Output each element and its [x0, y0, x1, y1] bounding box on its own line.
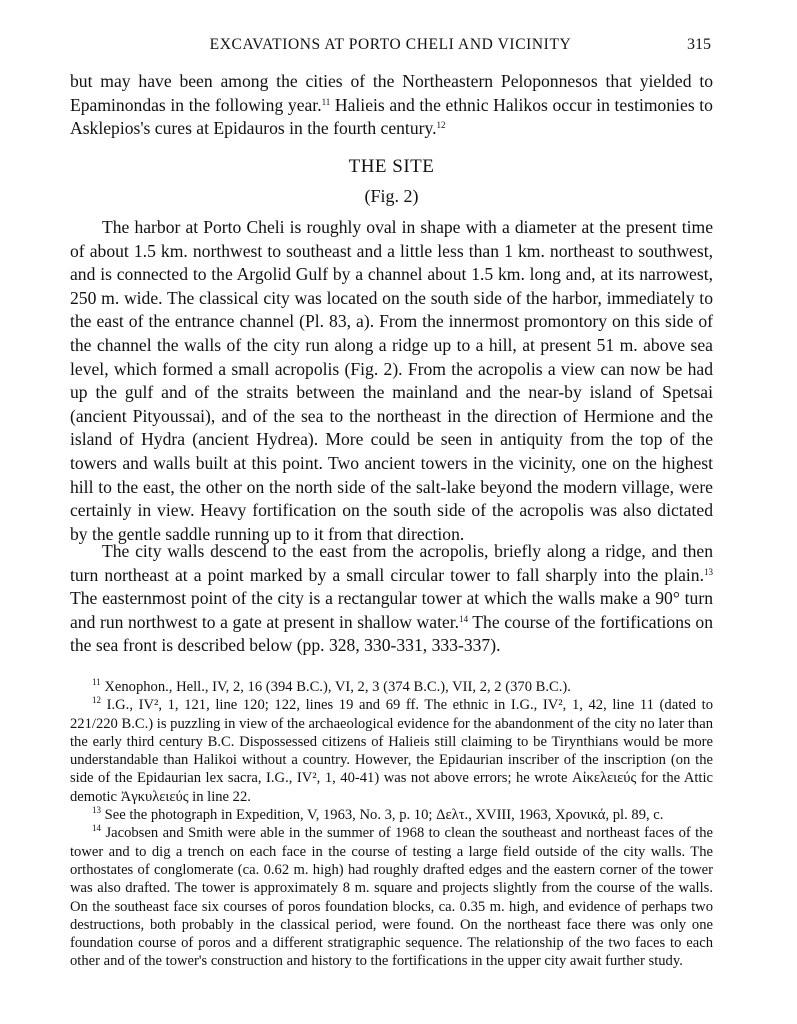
footnote-number: 13 — [92, 805, 101, 816]
section-title: THE SITE — [348, 156, 435, 177]
footnote-14 — [70, 824, 713, 970]
page-number: 315 — [687, 36, 711, 53]
footnote-number: 12 — [92, 695, 101, 706]
footnote-ref-13[interactable]: 13 — [704, 566, 713, 577]
footnotes — [70, 678, 713, 971]
footnote-12 — [70, 696, 713, 806]
running-head-title: EXCAVATIONS AT PORTO CHELI AND VICINITY — [209, 36, 572, 53]
footnote-number: 14 — [92, 823, 101, 834]
footnote-ref-11[interactable]: 11 — [321, 96, 331, 107]
footnote-text: Jacobsen and Smith were able in the summer of 1968 to clean the southeast and northeast faces of the tower and to dig a trench on each face in the course of testing a large field outside of the city walls. The orthostates of conglomerate (ca. 0.62 m. high) had roughly drafted edges and the eastern corner of the tower was also drafted. The tower is approximately 8 m. square and projects slightly from the course of the walls. On the southeast face six courses of poros foundation blocks, ca. 0.35 m. high, and evidence of perhaps two destructions, both probably in the classical period, were found. On the northeast face there was only one foundation course of poros and a different stratigraphic sequence. The relationship of the two faces to each other and of the tower's construction and history to the fortifications in the upper city await further study. — [70, 825, 713, 970]
paragraph-city-walls — [70, 540, 713, 658]
footnote-ref-12[interactable]: 12 — [436, 120, 446, 131]
footnote-text: Xenophon., Hell., IV, 2, 16 (394 B.C.), VI, 2, 3 (374 B.C.), VII, 2, 2 (370 B.C.). — [104, 679, 571, 695]
intro-text: but may have been among the cities of the Northeastern Peloponnesos that yielded to Epaminondas in the following year. — [70, 71, 713, 115]
footnote-13 — [70, 806, 713, 824]
intro-text-2: Halieis and the ethnic Halikos occur in testimonies to Asklepios's cures at Epidauros in the fourth century. — [70, 94, 713, 139]
intro-paragraph — [70, 70, 713, 141]
footnote-number: 11 — [92, 677, 101, 687]
figure-reference: (Fig. 2) — [364, 186, 419, 206]
para2-text-3: The course of the fortifications on the sea front is described below (pp. 328, 330-331, 333-337). — [70, 611, 713, 656]
paragraph-harbor: The harbor at Porto Cheli is roughly oval in shape with a diameter at the present time of about 1.5 km. northwest to southeast and a little less than 1 km. northeast to southwest, and is connected to the Argolid Gulf by a channel about 1.5 km. long and, at its narrowest, 250 m. wide. The classical city was located on the south side of the harbor, immediately to the east of the entrance channel (Pl. 83, a). From the innermost promontory on this side of the channel the walls of the city run along a ridge up to a hill, at present 51 m. above sea level, which formed a small acropolis (Fig. 2). From the acropolis a view can now be had up the gulf and of the straits between the mainland and the near-by island of Spetsai (ancient Pityoussai), and of the sea to the northeast in the direction of Hermione and the island of Hydra (ancient Hydrea). More could be seen in antiquity from the top of the towers and walls built at this point. Two ancient towers in the vicinity, one on the highest hill to the east, the other on the north side of the salt-lake beyond the modern village, were certainly in view. Heavy fortification on the south side of the acropolis was also dictated by the gentle saddle running up to it from that direction. — [70, 217, 713, 544]
para2-text: The city walls descend to the east from the acropolis, briefly along a ridge, and then turn northeast at a point marked by a small circular tower to fall sharply into the plain. — [70, 541, 713, 585]
footnote-ref-14[interactable]: 14 — [459, 613, 469, 624]
footnote-11 — [70, 678, 713, 696]
footnote-text: I.G., IV², 1, 121, line 120; 122, lines 19 and 69 ff. The ethnic in I.G., IV², 1, 42, line 11 (dated to 221/220 B.C.) is puzzling in view of the archaeological evidence for the abandonment of the city no later than the early third century B.C. Dispossessed citizens of Halieis still claiming to be Tirynthians would be more understandable than Halikoi without a country. However, the Epidaurian inscriber of the inscription (on the side of the Epidaurian lex sacra, I.G., IV², 1, 40-41) was not above errors; he wrote Αἰκελειεύς for the Attic demotic Ἀγκυλειεύς in line 22. — [70, 697, 713, 805]
para2-text-2: The easternmost point of the city is a rectangular tower at which the walls make a 90° turn and run northwest to a gate at present in shallow water. — [70, 588, 713, 632]
running-head — [70, 36, 711, 58]
footnote-text: See the photograph in Expedition, V, 1963, No. 3, p. 10; Δελτ., XVIII, 1963, Χρονικά, pl. 89, c. — [104, 807, 664, 824]
